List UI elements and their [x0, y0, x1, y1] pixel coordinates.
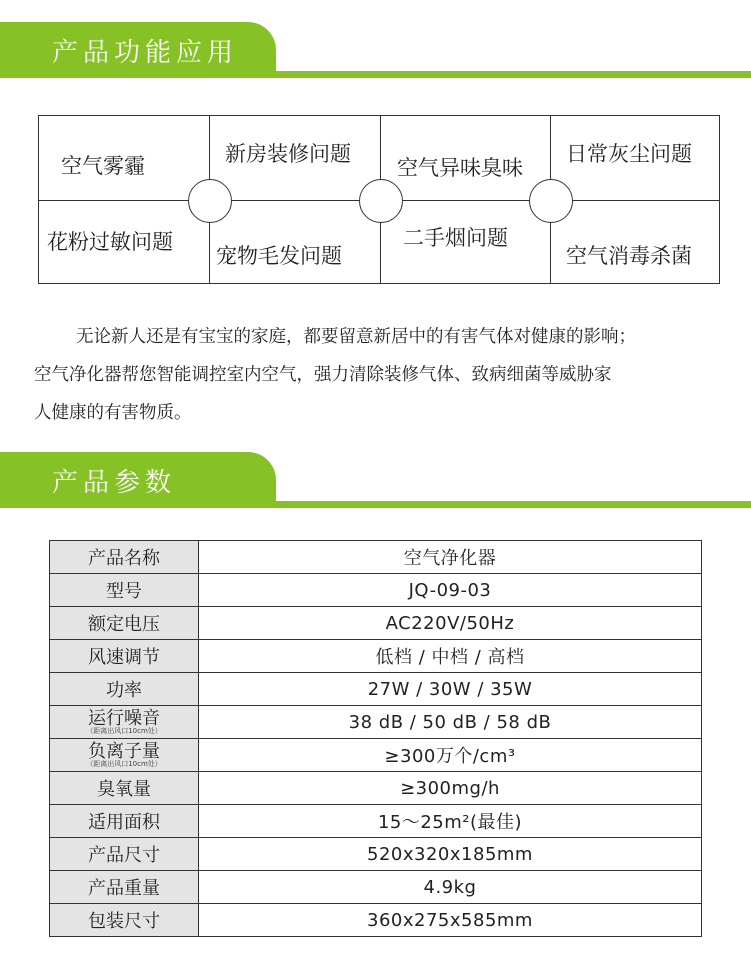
spec-value: 15～25m²(最佳)	[199, 805, 702, 838]
header-underline	[270, 501, 751, 508]
spec-note: （距离出风口10cm处）	[86, 760, 162, 768]
section-title: 产品参数	[52, 468, 177, 498]
spec-label: 产品名称	[50, 541, 199, 574]
spec-value: 38 dB / 50 dB / 58 dB	[199, 706, 702, 739]
function-item: 空气异味臭味	[397, 156, 523, 180]
spec-value: ≥300mg/h	[199, 772, 702, 805]
function-item: 空气消毒杀菌	[566, 244, 692, 268]
header-underline	[270, 71, 751, 78]
table-row	[50, 871, 702, 904]
spec-value: 27W / 30W / 35W	[199, 673, 702, 706]
grid-circle	[359, 179, 403, 223]
table-row	[50, 706, 702, 739]
spec-label: 型号	[50, 574, 199, 607]
section-header-specs	[0, 452, 751, 508]
spec-note: （距离出风口10cm处）	[86, 727, 162, 735]
description-line: 无论新人还是有宝宝的家庭，都要留意新居中的有害气体对健康的影响；	[76, 327, 636, 347]
spec-label: 功率	[50, 673, 199, 706]
function-item: 新房装修问题	[225, 142, 351, 166]
spec-label: 包装尺寸	[50, 904, 199, 937]
function-item: 花粉过敏问题	[47, 230, 173, 254]
spec-value: AC220V/50Hz	[199, 607, 702, 640]
spec-label: 适用面积	[50, 805, 199, 838]
spec-value: 4.9kg	[199, 871, 702, 904]
function-item: 宠物毛发问题	[216, 244, 342, 268]
spec-label: 风速调节	[50, 640, 199, 673]
spec-label: 负离子量	[88, 741, 160, 762]
spec-value: 空气净化器	[199, 541, 702, 574]
spec-value: ≥300万个/cm³	[199, 739, 702, 772]
spec-label: 运行噪音	[88, 708, 160, 729]
spec-table	[49, 540, 702, 937]
table-row	[50, 607, 702, 640]
spec-label-cell	[50, 739, 199, 772]
spec-label: 额定电压	[50, 607, 199, 640]
grid-circle	[529, 179, 573, 223]
grid-circle	[188, 179, 232, 223]
function-item: 空气雾霾	[61, 154, 145, 178]
table-row	[50, 673, 702, 706]
spec-label: 产品尺寸	[50, 838, 199, 871]
section-title: 产品功能应用	[52, 38, 239, 68]
function-grid	[38, 115, 720, 284]
table-row	[50, 838, 702, 871]
spec-value: 360x275x585mm	[199, 904, 702, 937]
description-line: 人健康的有害物质。	[34, 403, 192, 423]
table-row	[50, 541, 702, 574]
table-row	[50, 904, 702, 937]
description-line: 空气净化器帮您智能调控室内空气，强力清除装修气体、致病细菌等威胁家	[34, 365, 612, 385]
spec-label: 臭氧量	[50, 772, 199, 805]
description	[34, 318, 724, 432]
spec-value: JQ-09-03	[199, 574, 702, 607]
table-row	[50, 772, 702, 805]
table-row	[50, 640, 702, 673]
spec-value: 低档 / 中档 / 高档	[199, 640, 702, 673]
spec-label-cell	[50, 706, 199, 739]
spec-value: 520x320x185mm	[199, 838, 702, 871]
function-item: 日常灰尘问题	[566, 142, 692, 166]
table-row	[50, 805, 702, 838]
table-row	[50, 739, 702, 772]
spec-label: 产品重量	[50, 871, 199, 904]
section-header-functions	[0, 22, 751, 78]
function-item: 二手烟问题	[403, 226, 508, 250]
table-row	[50, 574, 702, 607]
